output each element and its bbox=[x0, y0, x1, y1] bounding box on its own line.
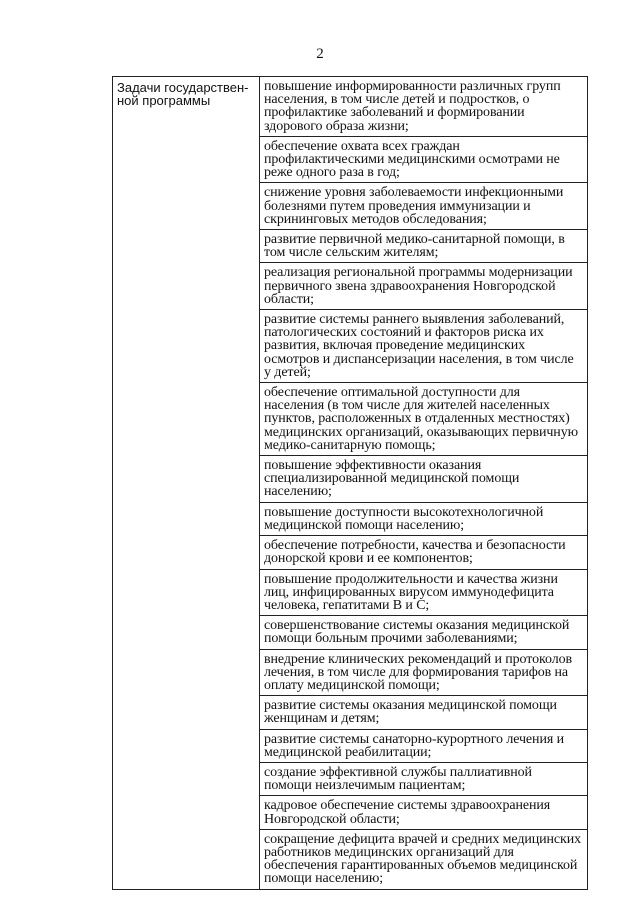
tasks-cell bbox=[260, 77, 588, 890]
task-item: развитие системы раннего выявления заболеваний, патологических состояний и факторов риска их развития, включая проведение медицинских осмотров и диспансеризации населения, в том числе у детей; bbox=[260, 310, 587, 383]
task-list bbox=[260, 77, 587, 889]
task-item: повышение эффективности оказания специализированной медицинской помощи населению; bbox=[260, 456, 587, 503]
task-item: повышение информированности различных групп населения, в том числе детей и подростков, о профилактике заболеваний и формировании здорового образа жизни; bbox=[260, 77, 587, 137]
task-item: развитие первичной медико-санитарной помощи, в том числе сельским жителям; bbox=[260, 230, 587, 263]
table-row bbox=[113, 77, 588, 890]
section-label: Задачи государствен- ной программы bbox=[117, 80, 249, 108]
task-item: обеспечение охвата всех граждан профилактическими медицинскими осмотрами не реже одного раза в год; bbox=[260, 137, 587, 184]
task-item: создание эффективной службы паллиативной помощи неизлечимым пациентам; bbox=[260, 763, 587, 796]
task-item: реализация региональной программы модернизации первичного звена здравоохранения Новгородской области; bbox=[260, 263, 587, 310]
task-item: развитие системы санаторно-курортного лечения и медицинской реабилитации; bbox=[260, 730, 587, 763]
page-number: 2 bbox=[316, 46, 324, 62]
task-item: совершенствование системы оказания медицинской помощи больным прочими заболеваниями; bbox=[260, 616, 587, 649]
program-table bbox=[112, 76, 588, 890]
task-item: обеспечение оптимальной доступности для населения (в том числе для жителей населенных пунктов, расположенных в отдаленных местностях) медицинских организаций, оказывающих первичную медико-санитарную помощь; bbox=[260, 383, 587, 456]
task-item: сокращение дефицита врачей и средних медицинских работников медицинских организаций для обеспечения гарантированных объемов медицинской помощи населению; bbox=[264, 831, 582, 887]
task-item: повышение доступности высокотехнологичной медицинской помощи населению; bbox=[260, 503, 587, 536]
task-item: снижение уровня заболеваемости инфекционными болезнями путем проведения иммунизации и скрининговых методов обследования; bbox=[260, 183, 587, 230]
task-item: развитие системы оказания медицинской помощи женщинам и детям; bbox=[260, 696, 587, 729]
label-cell bbox=[113, 77, 260, 890]
task-item: повышение продолжительности и качества жизни лиц, инфицированных вирусом иммунодефицита человека, гепатитами B и C; bbox=[260, 570, 587, 617]
task-item: обеспечение потребности, качества и безопасности донорской крови и ее компонентов; bbox=[260, 536, 587, 569]
task-item: кадровое обеспечение системы здравоохранения Новгородской области; bbox=[260, 796, 587, 829]
task-item: внедрение клинических рекомендаций и протоколов лечения, в том числе для формирования тарифов на оплату медицинской помощи; bbox=[260, 650, 587, 697]
